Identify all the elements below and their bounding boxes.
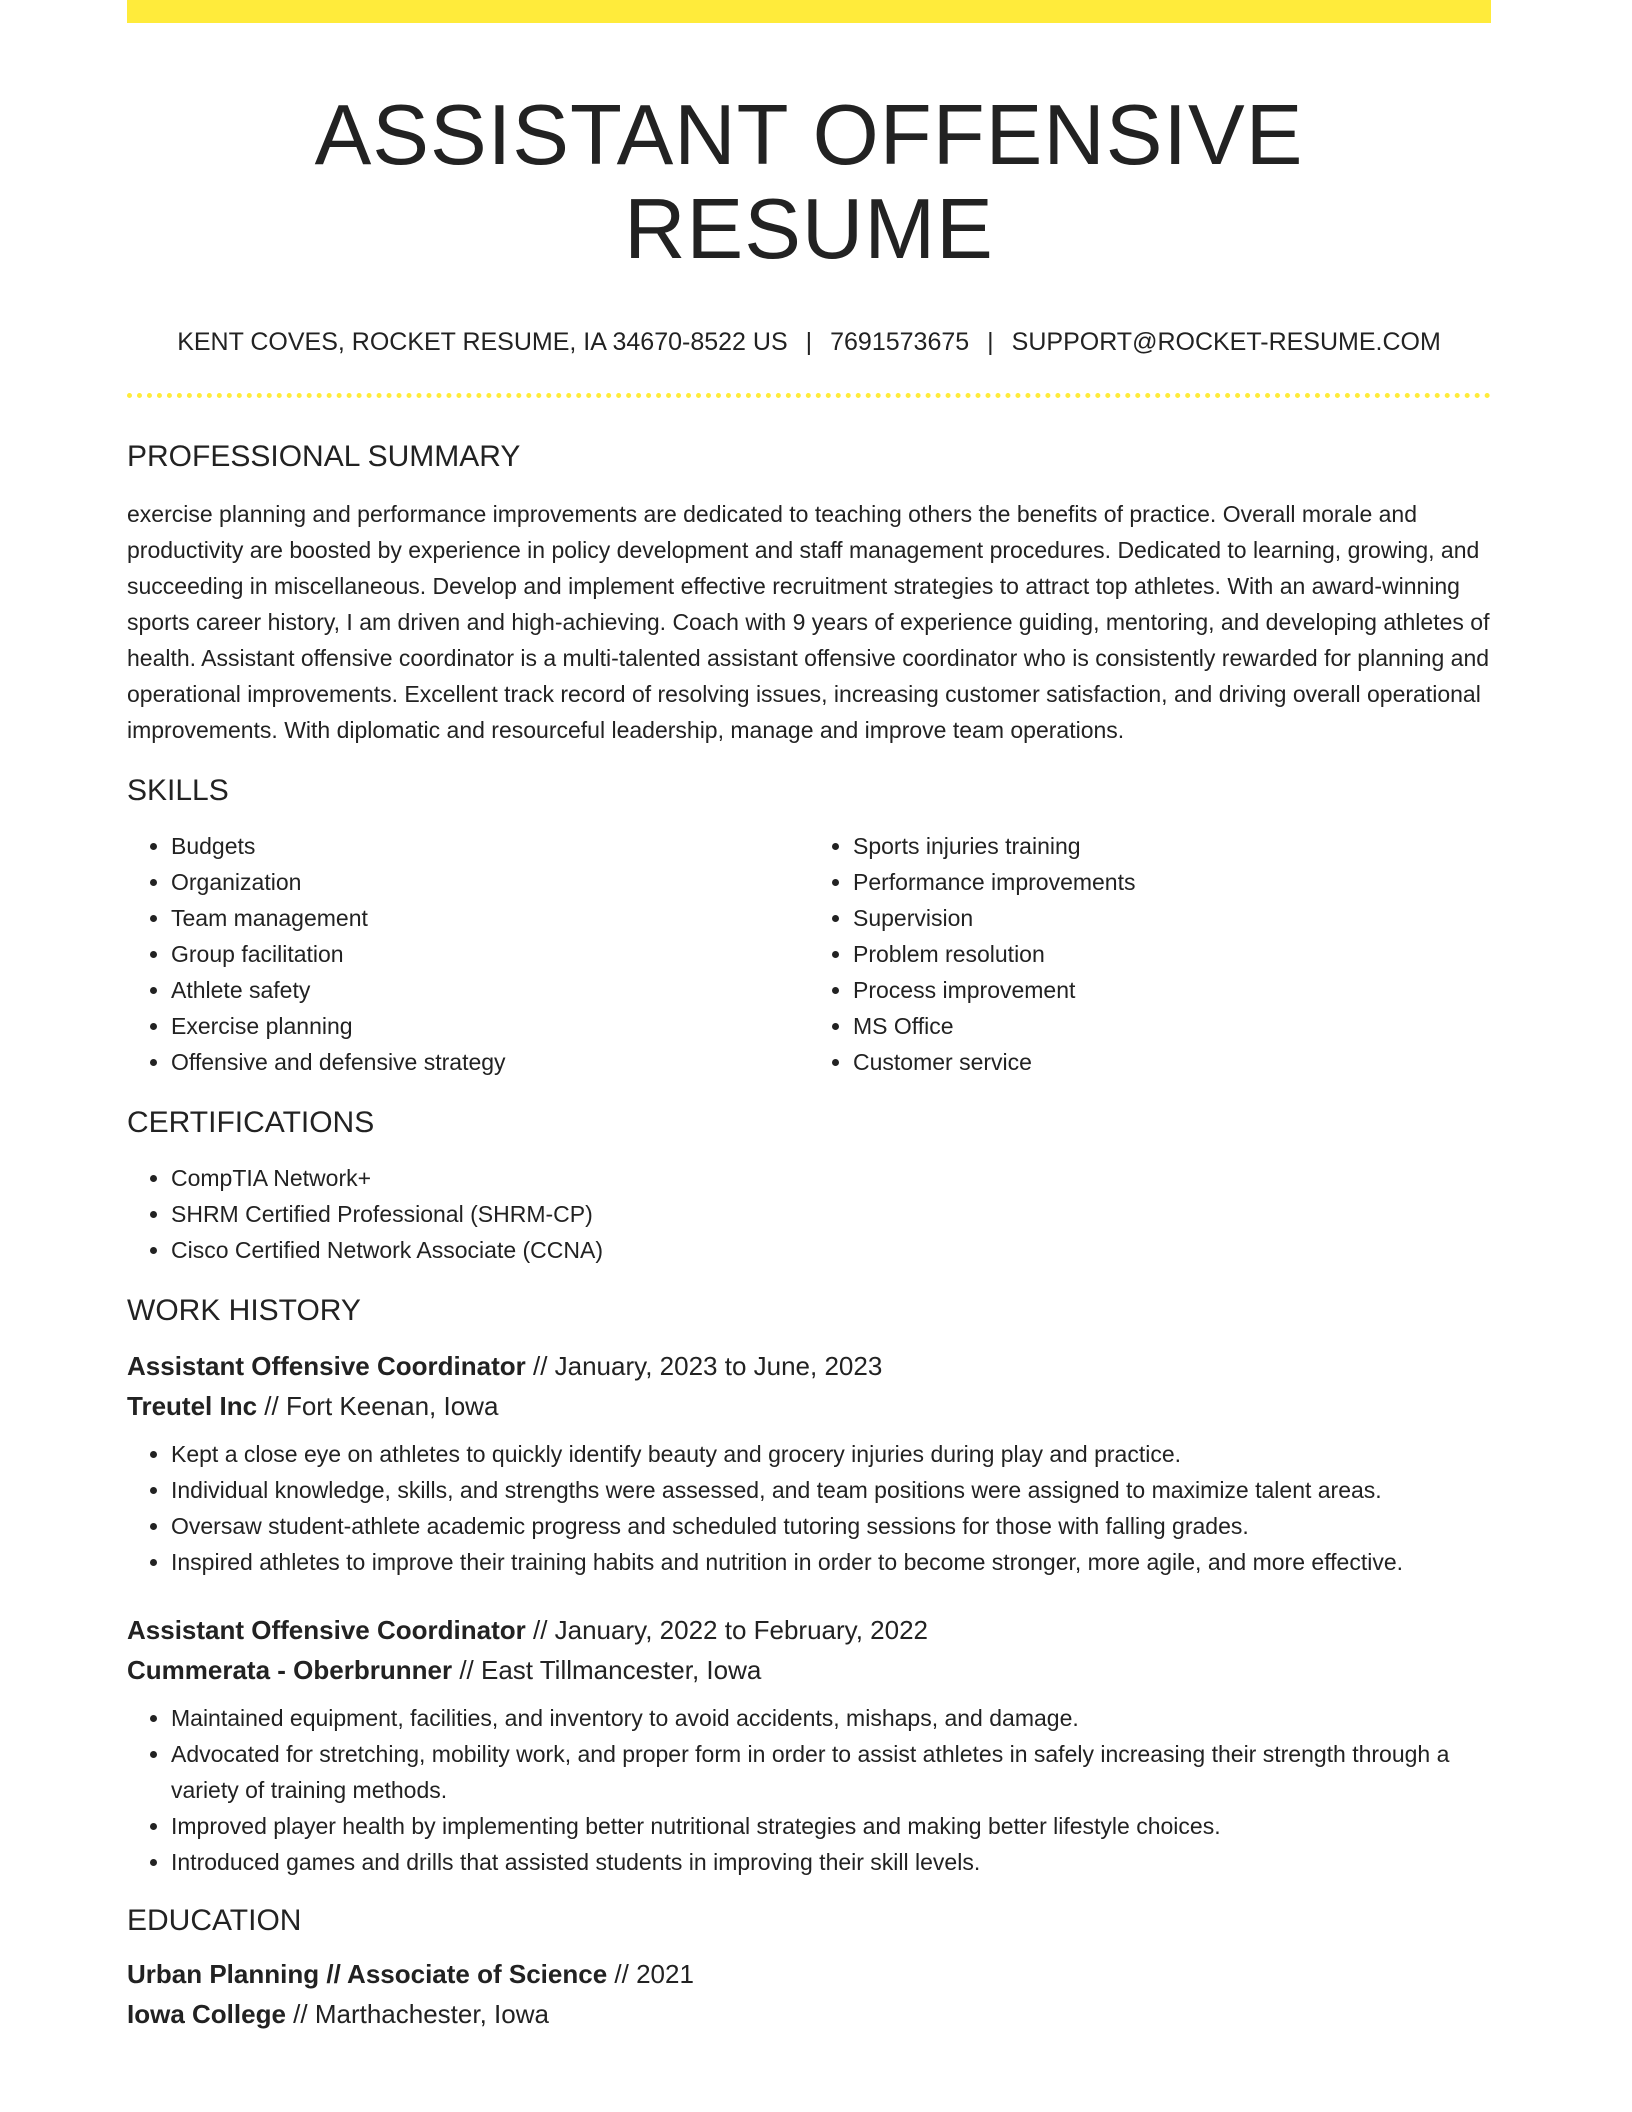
certification-item: • Cisco Certified Network Associate (CCNA): [171, 1232, 1491, 1268]
job-bullet: • Kept a close eye on athletes to quickly identify beauty and grocery injuries during play and practice.: [171, 1436, 1491, 1472]
skill-item: • Team management: [171, 900, 809, 936]
contact-address: KENT COVES, ROCKET RESUME, IA 34670-8522 US: [177, 328, 788, 356]
dotted-divider: [127, 393, 1491, 398]
job-location: // East Tillmancester, Iowa: [459, 1655, 762, 1685]
skills-column-left: [127, 828, 809, 1080]
education-degree-line: [127, 1954, 1491, 1994]
education-location: // Marthachester, Iowa: [293, 1999, 549, 2029]
certification-item: • CompTIA Network+: [171, 1160, 1491, 1196]
certifications-list: [127, 1160, 1491, 1268]
summary-text: exercise planning and performance improvements are dedicated to teaching others the benefits of practice. Overall morale and productivity are boosted by experience in policy development and staff management procedures. Dedicated to learning, growing, and succeeding in miscellaneous. Develop and implement effective recruitment strategies to attract top athletes. With an award-winning sports career history, I am driven and high-achieving. Coach with 9 years of experience guiding, mentoring, and developing athletes of health. Assistant offensive coordinator is a multi-talented assistant offensive coordinator who is consistently rewarded for planning and operational improvements. Excellent track record of resolving issues, increasing customer satisfaction, and driving overall operational improvements. With diplomatic and resourceful leadership, manage and improve team operations.: [127, 501, 1490, 743]
job-company: Treutel Inc: [127, 1391, 258, 1421]
education-school-line: [127, 1994, 1491, 2034]
education-degree: Urban Planning // Associate of Science: [127, 1959, 608, 1989]
job-title-line: [127, 1346, 1491, 1386]
job-location: // Fort Keenan, Iowa: [264, 1391, 499, 1421]
skill-item: • Group facilitation: [171, 936, 809, 972]
job-title: Assistant Offensive Coordinator: [127, 1351, 526, 1381]
job-dates: // January, 2022 to February, 2022: [532, 1615, 929, 1645]
job-bullet: • Inspired athletes to improve their training habits and nutrition in order to become stronger, more agile, and more effective.: [171, 1544, 1491, 1580]
job-company-line: [127, 1386, 1491, 1426]
resume-page: [127, 0, 1491, 2034]
job-entry: [127, 1346, 1491, 1580]
skills-list: [127, 828, 1491, 1080]
certifications-heading: CERTIFICATIONS: [127, 1106, 375, 1139]
skill-item: • MS Office: [853, 1008, 1491, 1044]
contact-email: SUPPORT@ROCKET-RESUME.COM: [1011, 328, 1441, 356]
skill-item: • Organization: [171, 864, 809, 900]
summary-heading: PROFESSIONAL SUMMARY: [127, 440, 521, 473]
job-title: Assistant Offensive Coordinator: [127, 1615, 526, 1645]
skill-item: • Exercise planning: [171, 1008, 809, 1044]
skill-item: • Supervision: [853, 900, 1491, 936]
skill-item: • Customer service: [853, 1044, 1491, 1080]
job-bullet: • Improved player health by implementing better nutritional strategies and making better lifestyle choices.: [171, 1808, 1491, 1844]
skills-column-right: [809, 828, 1491, 1080]
resume-title: ASSISTANT OFFENSIVE RESUME: [314, 88, 1304, 277]
job-title-line: [127, 1610, 1491, 1650]
skill-item: • Offensive and defensive strategy: [171, 1044, 809, 1080]
top-accent-bar: [127, 0, 1491, 23]
job-bullet: • Oversaw student-athlete academic progress and scheduled tutoring sessions for those with falling grades.: [171, 1508, 1491, 1544]
contact-separator: |: [805, 328, 813, 356]
job-company: Cummerata - Oberbrunner: [127, 1655, 453, 1685]
job-company-line: [127, 1650, 1491, 1690]
job-bullets: [127, 1436, 1491, 1580]
job-bullet: • Advocated for stretching, mobility work, and proper form in order to assist athletes in safely increasing their strength through a variety of training methods.: [171, 1736, 1491, 1808]
job-dates: // January, 2023 to June, 2023: [532, 1351, 883, 1381]
skill-item: • Athlete safety: [171, 972, 809, 1008]
contact-phone: 7691573675: [830, 328, 970, 356]
skill-item: • Sports injuries training: [853, 828, 1491, 864]
certification-item: • SHRM Certified Professional (SHRM-CP): [171, 1196, 1491, 1232]
skill-item: • Process improvement: [853, 972, 1491, 1008]
skills-heading: SKILLS: [127, 774, 229, 807]
education-entry: [127, 1954, 1491, 2034]
skill-item: • Problem resolution: [853, 936, 1491, 972]
skill-item: • Performance improvements: [853, 864, 1491, 900]
work-history-heading: WORK HISTORY: [127, 1294, 361, 1327]
education-school: Iowa College: [127, 1999, 286, 2029]
job-bullets: [127, 1700, 1491, 1880]
job-bullet: • Individual knowledge, skills, and strengths were assessed, and team positions were assigned to maximize talent areas.: [171, 1472, 1491, 1508]
contact-separator: |: [987, 328, 994, 356]
education-heading: EDUCATION: [127, 1904, 302, 1937]
contact-line: [127, 328, 1491, 357]
skill-item: • Budgets: [171, 828, 809, 864]
job-bullet: • Introduced games and drills that assisted students in improving their skill levels.: [171, 1844, 1491, 1880]
job-entry: [127, 1610, 1491, 1880]
education-year: // 2021: [614, 1959, 694, 1989]
job-bullet: • Maintained equipment, facilities, and inventory to avoid accidents, mishaps, and damage.: [171, 1700, 1491, 1736]
